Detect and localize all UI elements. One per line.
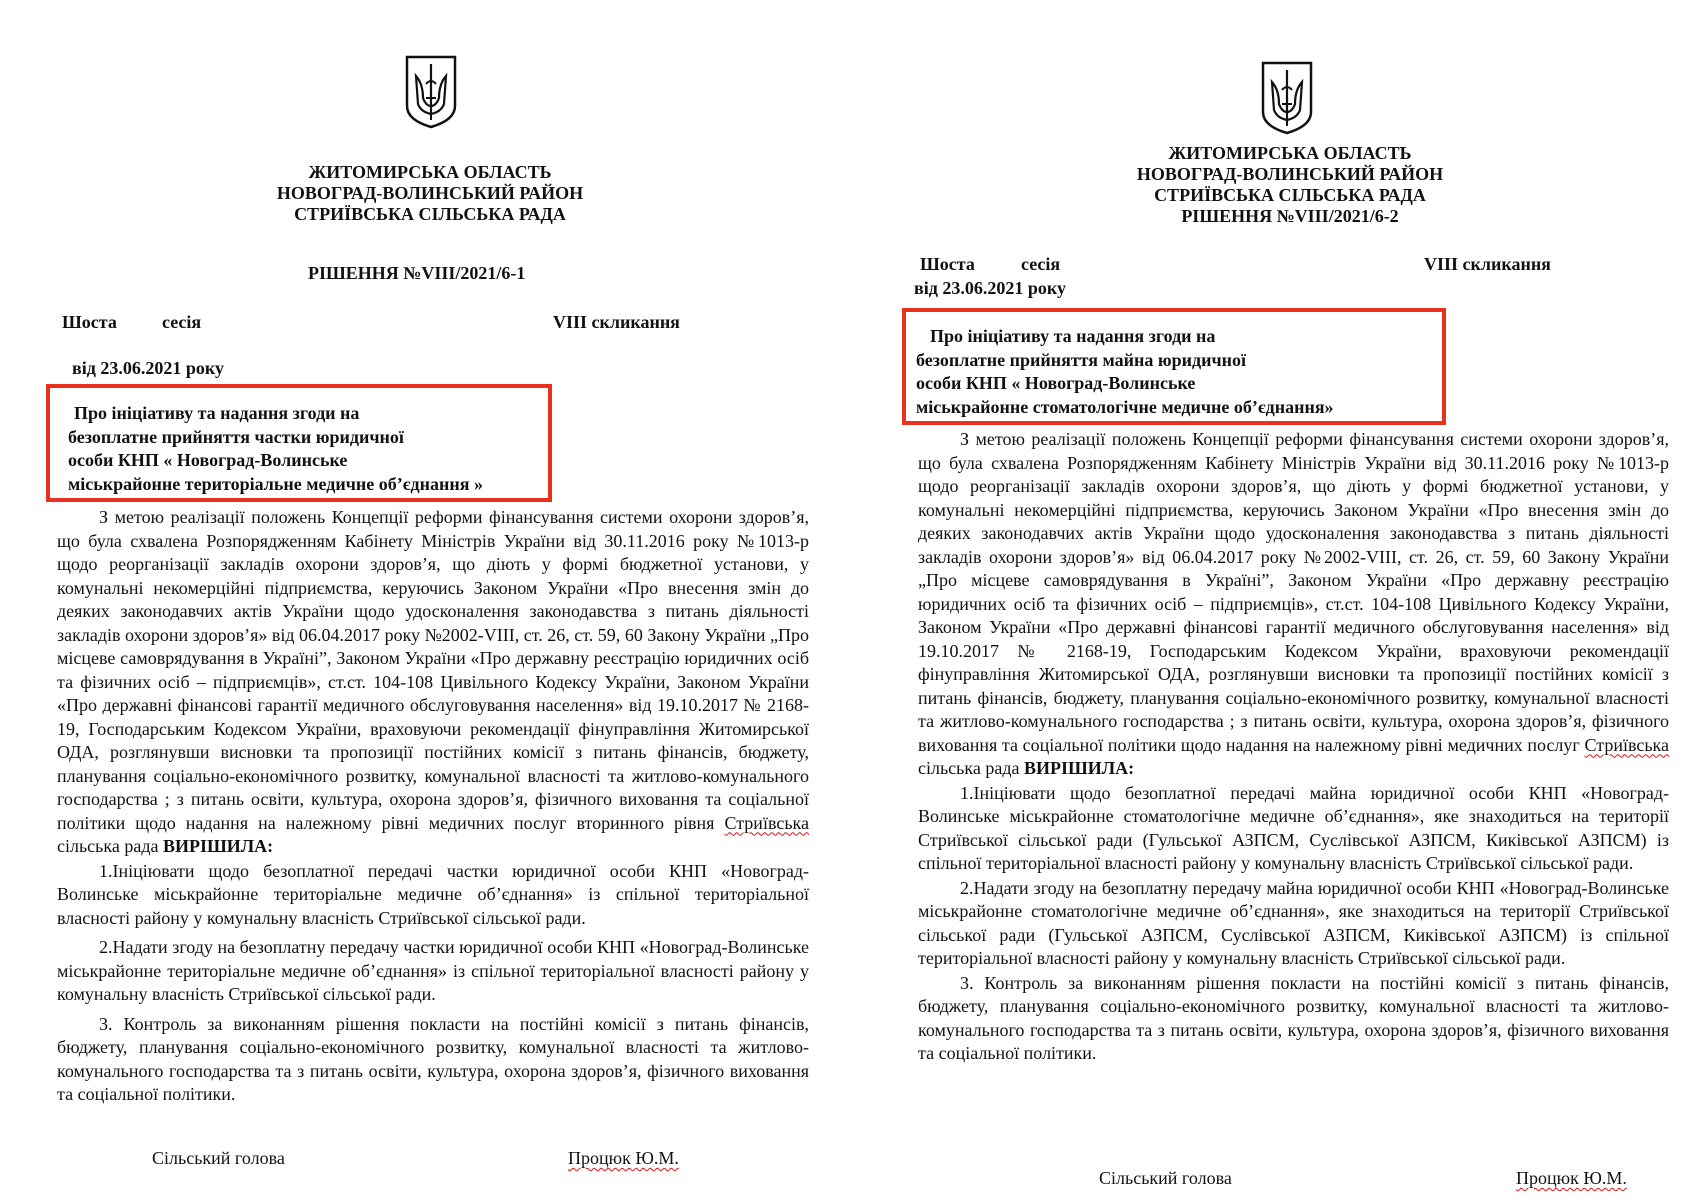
decision-date: від 23.06.2021 року — [72, 358, 224, 378]
title-line: міськрайонне стоматологічне медичне об’єднання» — [916, 396, 1334, 417]
convocation: VIII скликання — [1424, 254, 1551, 274]
decision-title — [916, 325, 1334, 419]
title-line: Про ініціативу та надання згоди на — [74, 403, 360, 423]
preamble-paragraph — [57, 506, 809, 859]
title-line: міськрайонне територіальне медичне об’єднання » — [68, 473, 483, 494]
decision-title — [68, 402, 483, 496]
resolved-label: ВИРІШИЛА: — [1023, 758, 1135, 778]
signature-name: Процюк Ю.М. — [1516, 1168, 1627, 1188]
resolution-item-1: 1.Ініціювати щодо безоплатної передачі частки юридичної особи КНП «Новоград-Волинське міськрайонне територіальне медичне об’єднання» із спільної територіальної власності району у комунальну власність Стриївської сільської ради. — [57, 860, 809, 928]
header-council: СТРИЇВСЬКА СІЛЬСЬКА РАДА — [1154, 185, 1426, 205]
title-line: особи КНП « Новоград-Волинське — [68, 450, 348, 470]
council-name: Стриївська — [724, 812, 809, 833]
document-header — [1090, 143, 1490, 227]
preamble-paragraph — [918, 428, 1669, 781]
resolution-item-2: 2.Надати згоду на безоплатну передачу частки юридичної особи КНП «Новоград-Волинське міськрайонне територіальне медичне об’єднання» із спільної територіальної власності району у комунальну власність Стриївської сільської ради. — [57, 937, 809, 1004]
title-line: особи КНП « Новоград-Волинське — [916, 373, 1196, 393]
title-line: безоплатне прийняття майна юридичної — [916, 349, 1247, 370]
header-oblast: ЖИТОМИРСЬКА ОБЛАСТЬ — [1168, 143, 1412, 163]
preamble-text: З метою реалізації положень Концепції реформи фінансування системи охорони здоров’я, що була схвалена Розпорядженням Кабінету Міністрів України від 30.11.2016 року №1013-р щодо реорганізації закладів охорони здоров’я, що діють у формі бюджетної установи, у комунальні некомерційні підприємства, керуючись Законом України «Про внесення змін до деяких законодавчих актів України щодо удосконалення законодавства з питань діяльності закладів охорони здоров’я» від 06.04.2017 року №2002-VIII, ст. 26, ст. 59, 60 Закону України „Про місцеве самоврядування в Україні”, Законом України «Про державну реєстрацію юридичних осіб та фізичних осіб – підприємців», ст.ст. 104-108 Цивільного Кодексу України, Законом України «Про державні фінансові гарантії медичного обслуговування населення» від 19.10.2017 № 2168-19, Господарським Кодексом України, враховуючи рекомендації фінуправління Житомирської ОДА, розглянувши висновки та пропозиції постійних комісії з питань фінансів, бюджету, планування соціально-економічного розвитку, комунальної власності та житлово-комунального господарства ; з питань освіти, культура, охорона здоров’я, фізичного виховання та соціальної політики щодо надання на належному рівні медичних послуг — [918, 429, 1669, 755]
coat-of-arms-icon — [1260, 60, 1314, 136]
convocation: VIII скликання — [553, 312, 680, 332]
decision-number: РІШЕННЯ №VIII/2021/6-1 — [308, 263, 526, 283]
header-raion: НОВОГРАД-ВОЛИНСЬКИЙ РАЙОН — [276, 183, 584, 203]
header-oblast: ЖИТОМИРСЬКА ОБЛАСТЬ — [308, 162, 552, 182]
session-word: сесія — [1021, 254, 1061, 274]
coat-of-arms-icon — [404, 54, 458, 130]
header-raion: НОВОГРАД-ВОЛИНСЬКИЙ РАЙОН — [1136, 164, 1444, 184]
session-word: сесія — [162, 312, 202, 332]
header-council: СТРИЇВСЬКА СІЛЬСЬКА РАДА — [294, 204, 566, 224]
signature-name: Процюк Ю.М. — [568, 1148, 679, 1168]
title-line: Про ініціативу та надання згоди на — [930, 326, 1216, 346]
decision-number: РІШЕННЯ №VIII/2021/6-2 — [1181, 206, 1399, 226]
council-name: Стриївська — [1584, 734, 1670, 755]
decision-body — [57, 506, 809, 1107]
preamble-text: З метою реалізації положень Концепції реформи фінансування системи охорони здоров’я, що була схвалена Розпорядженням Кабінету Міністрів України від 30.11.2016 року №1013-р щодо реорганізації закладів охорони здоров’я, що діють у формі бюджетної установи, у комунальні некомерційні підприємства, керуючись Законом України «Про внесення змін до деяких законодавчих актів України щодо удосконалення законодавства з питань діяльності закладів охорони здоров’я» від 06.04.2017 року №2002-VIII, ст. 26, ст. 59, 60 Закону України „Про місцеве самоврядування в Україні”, Законом України «Про державну реєстрацію юридичних осіб та фізичних осіб – підприємців», ст.ст. 104-108 Цивільного Кодексу України, Законом України «Про державні фінансові гарантії медичного обслуговування населення» від 19.10.2017 № 2168-19, Господарським Кодексом України, враховуючи рекомендації фінуправління Житомирської ОДА, розглянувши висновки та пропозиції постійних комісії з питань фінансів, бюджету, планування соціально-економічного розвитку, комунальної власності та житлово-комунального господарства ; з питань освіти, культура, охорона здоров’я, фізичного виховання та соціальної політики щодо надання на належному рівні медичних послуг вторинного рівня — [57, 507, 809, 833]
signature-role: Сільський голова — [152, 1148, 285, 1168]
document-header — [230, 162, 630, 225]
resolution-item-1: 1.Ініціювати щодо безоплатної передачі майна юридичної особи КНП «Новоград-Волинське міськрайонне стоматологічне медичне об’єднання», яке знаходиться на території Стриївської сільської ради (Гульської АЗПСМ, Суслівської АЗПСМ, Киківської АЗПСМ) із спільної територіальної власності району у комунальну власність Стриївської сільської ради. — [918, 782, 1669, 873]
decision-body — [918, 428, 1669, 1066]
resolution-item-3: 3. Контроль за виконанням рішення покласти на постійні комісії з питань фінансів, бюджету, планування соціально-економічного розвитку, комунальної власності та житлово-комунального господарства та з питань освіти, культура, охорона здоров’я, фізичного виховання та соціальної політики. — [57, 1013, 809, 1104]
council-tail: сільська рада — [918, 758, 1020, 778]
resolved-label: ВИРІШИЛА: — [162, 836, 274, 856]
session-name: Шоста — [920, 254, 975, 274]
resolution-item-3: 3. Контроль за виконанням рішення покласти на постійні комісії з питань фінансів, бюджету, планування соціально-економічного розвитку, комунальної власності та житлово-комунального господарства та з питань освіти, культура, охорона здоров’я, фізичного виховання та соціальної політики. — [918, 972, 1669, 1063]
council-tail: сільська рада — [57, 836, 159, 856]
title-line: безоплатне прийняття частки юридичної — [68, 426, 404, 447]
signature-role: Сільський голова — [1099, 1168, 1232, 1188]
decision-date: від 23.06.2021 року — [914, 278, 1066, 298]
resolution-item-2: 2.Надати згоду на безоплатну передачу майна юридичної особи КНП «Новоград-Волинське міськрайонне стоматологічне медичне об’єднання», яке знаходиться на території Стриївської сільської ради (Гульської АЗПСМ, Суслівської АЗПСМ, Киківської АЗПСМ) із спільної територіальної власності району у комунальну власність Стриївської сільської ради. — [918, 877, 1669, 968]
session-name: Шоста — [62, 312, 117, 332]
